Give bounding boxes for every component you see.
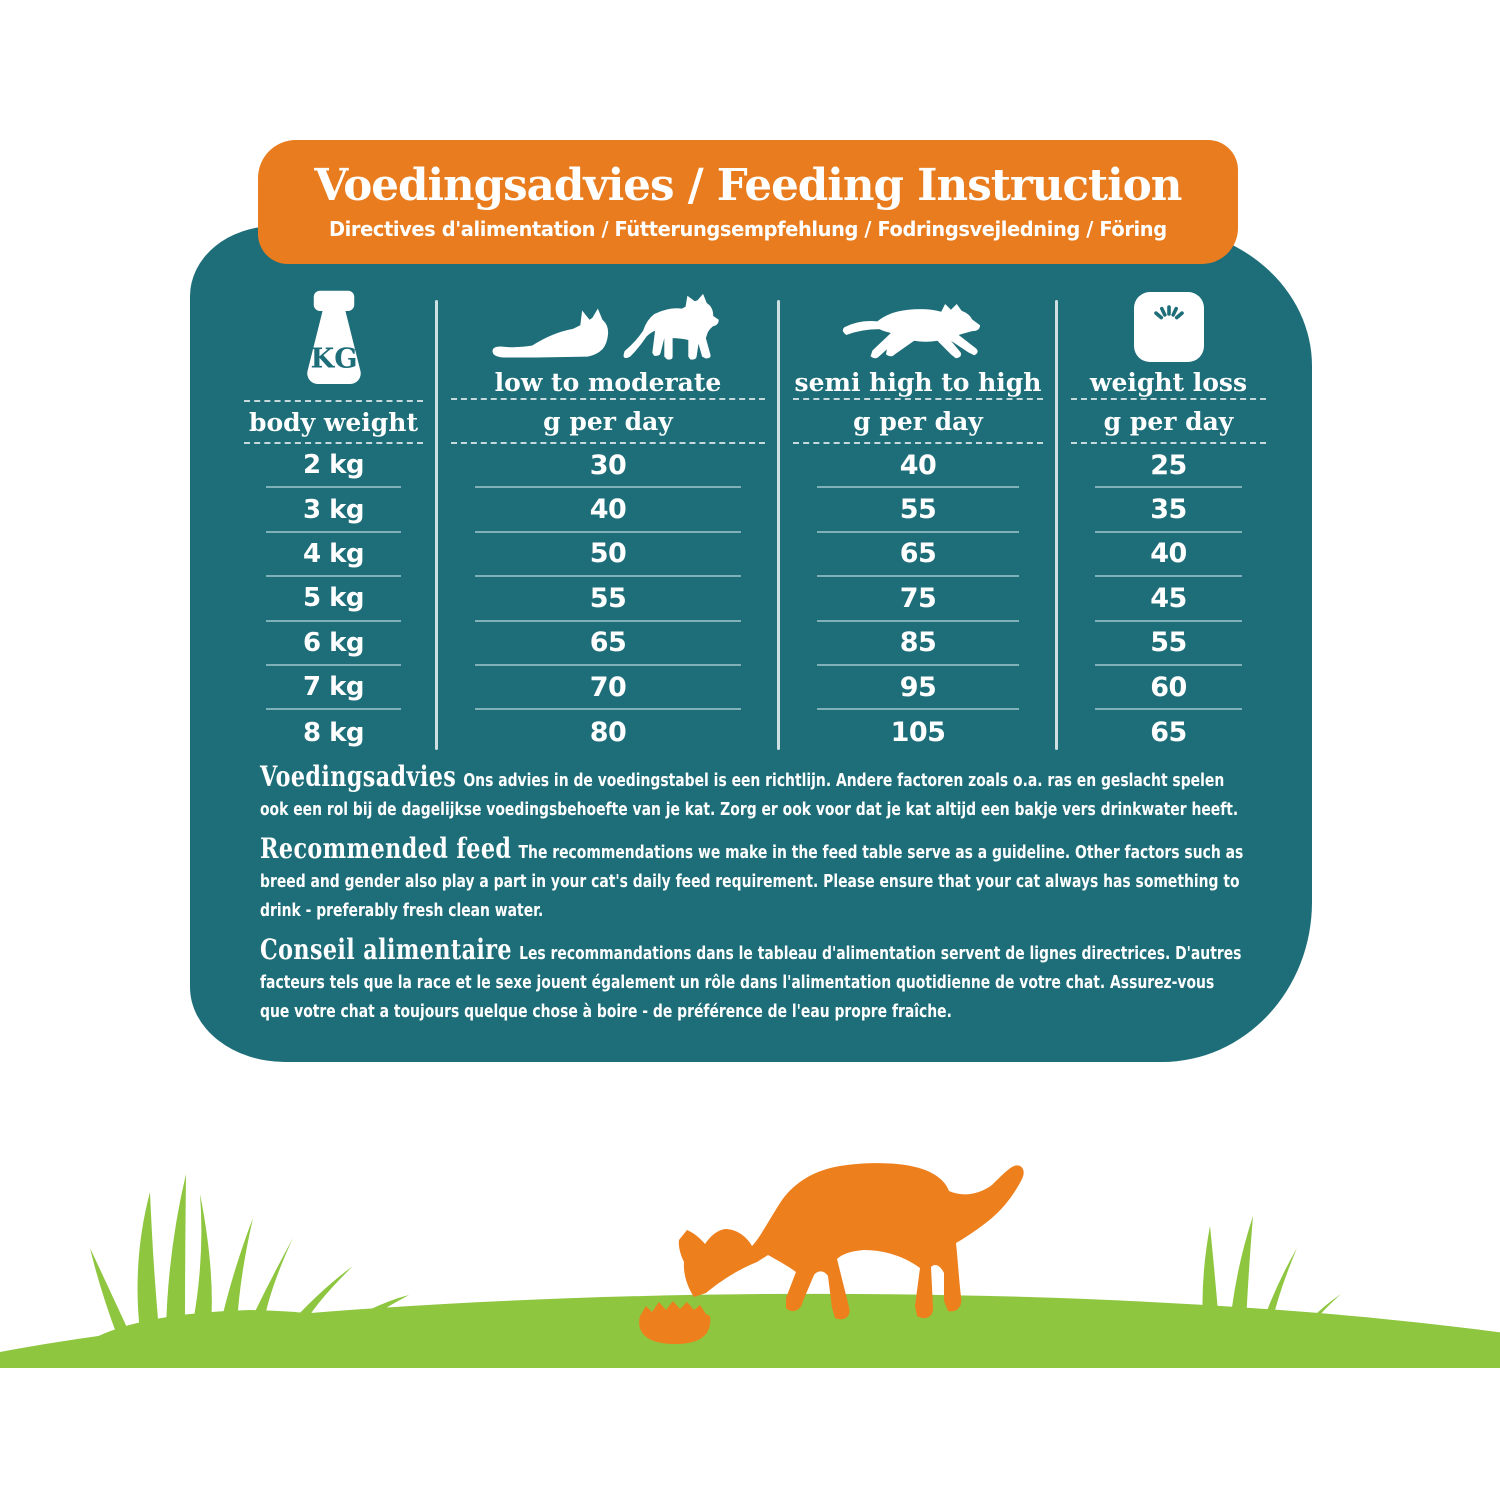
body-weight-cell: 5 kg bbox=[266, 577, 401, 621]
column-label: semi high to high bbox=[793, 366, 1043, 400]
body-weight-cell: 8 kg bbox=[302, 717, 365, 748]
feeding-table bbox=[230, 288, 1280, 755]
low-to-moderate-cell: 50 bbox=[475, 533, 741, 577]
note-dutch bbox=[260, 762, 1246, 825]
feeding-table-panel bbox=[190, 226, 1312, 1062]
feeding-instruction-header bbox=[258, 140, 1238, 264]
note-text: Les recommandations dans le tableau d'alimentation servent de lignes directrices. D'autres facteurs tels que la race et le sexe jouent également un rôle dans l'alimentation quotidienne de votre chat. Assurez-vous que votre chat a toujours quelque chose à boire - de préférence de l'eau propre fraîche. bbox=[260, 944, 1242, 1022]
body-weight-cell: 3 kg bbox=[266, 488, 401, 532]
column-header-semi-high-to-high bbox=[779, 288, 1057, 366]
column-sublabel: body weight bbox=[244, 400, 423, 444]
grass-hill bbox=[0, 1174, 1500, 1368]
weight-loss-cell: 40 bbox=[1095, 533, 1242, 577]
column-sublabel: g per day bbox=[451, 400, 765, 444]
column-header-weight-loss bbox=[1057, 288, 1280, 366]
body-weight-cell: 6 kg bbox=[266, 622, 401, 666]
column-label: low to moderate bbox=[451, 366, 765, 400]
page-title: Voedingsadvies / Feeding Instruction bbox=[314, 160, 1182, 212]
note-text: Ons advies in de voedingstabel is een richtlijn. Andere factoren zoals o.a. ras en geslacht spelen ook een rol bij de dagelijkse voedingsbehoefte van je kat. Zorg er ook voor dat je kat altijd een bakje vers drinkwater heeft. bbox=[260, 771, 1239, 820]
semi-high-to-high-cell: 85 bbox=[817, 622, 1019, 666]
weight-loss-cell: 55 bbox=[1095, 622, 1242, 666]
semi-high-to-high-cell: 65 bbox=[817, 533, 1019, 577]
grass-and-cat-illustration bbox=[0, 1100, 1500, 1400]
body-weight-cell: 2 kg bbox=[266, 444, 401, 488]
semi-high-to-high-cell: 95 bbox=[817, 666, 1019, 710]
low-to-moderate-cell: 55 bbox=[475, 577, 741, 621]
advisory-notes bbox=[260, 762, 1246, 1036]
low-to-moderate-cell: 65 bbox=[475, 622, 741, 666]
column-sublabel: g per day bbox=[793, 400, 1043, 444]
note-text: The recommendations we make in the feed table serve as a guideline. Other factors such as breed and gender also play a part in your cat's daily feed requirement. Please ensure that your cat always has something to drink - preferably fresh clean water. bbox=[260, 843, 1244, 921]
low-to-moderate-cell: 40 bbox=[475, 488, 741, 532]
semi-high-to-high-cell: 105 bbox=[890, 717, 946, 749]
resting-cats-icon bbox=[479, 292, 737, 364]
column-header-low-to-moderate bbox=[437, 288, 779, 366]
note-lead: Recommended feed bbox=[260, 832, 512, 865]
low-to-moderate-cell: 30 bbox=[475, 444, 741, 488]
weight-loss-cell: 25 bbox=[1095, 444, 1242, 488]
body-weight-cell: 4 kg bbox=[266, 533, 401, 577]
running-cat-icon bbox=[837, 302, 999, 364]
note-lead: Voedingsadvies bbox=[260, 760, 457, 793]
weight-loss-cell: 35 bbox=[1095, 488, 1242, 532]
weight-loss-cell: 65 bbox=[1150, 717, 1187, 749]
body-weight-cell: 7 kg bbox=[266, 666, 401, 710]
semi-high-to-high-cell: 40 bbox=[817, 444, 1019, 488]
column-sublabel: g per day bbox=[1071, 400, 1266, 444]
column-header-body-weight bbox=[230, 288, 437, 375]
note-french bbox=[260, 935, 1246, 1027]
weight-loss-cell: 45 bbox=[1095, 577, 1242, 621]
column-label: weight loss bbox=[1071, 366, 1266, 400]
note-lead: Conseil alimentaire bbox=[260, 933, 512, 966]
weight-scale-icon bbox=[1130, 288, 1208, 364]
low-to-moderate-cell: 70 bbox=[475, 666, 741, 710]
semi-high-to-high-cell: 75 bbox=[817, 577, 1019, 621]
semi-high-to-high-cell: 55 bbox=[817, 488, 1019, 532]
kg-label: KG bbox=[310, 342, 357, 375]
low-to-moderate-cell: 80 bbox=[589, 717, 627, 749]
kg-weight-icon bbox=[290, 288, 378, 392]
note-english bbox=[260, 834, 1246, 926]
page-subtitle: Directives d'alimentation / Fütterungsempfehlung / Fodringsvejledning / Föring bbox=[329, 216, 1167, 241]
weight-loss-cell: 60 bbox=[1095, 666, 1242, 710]
